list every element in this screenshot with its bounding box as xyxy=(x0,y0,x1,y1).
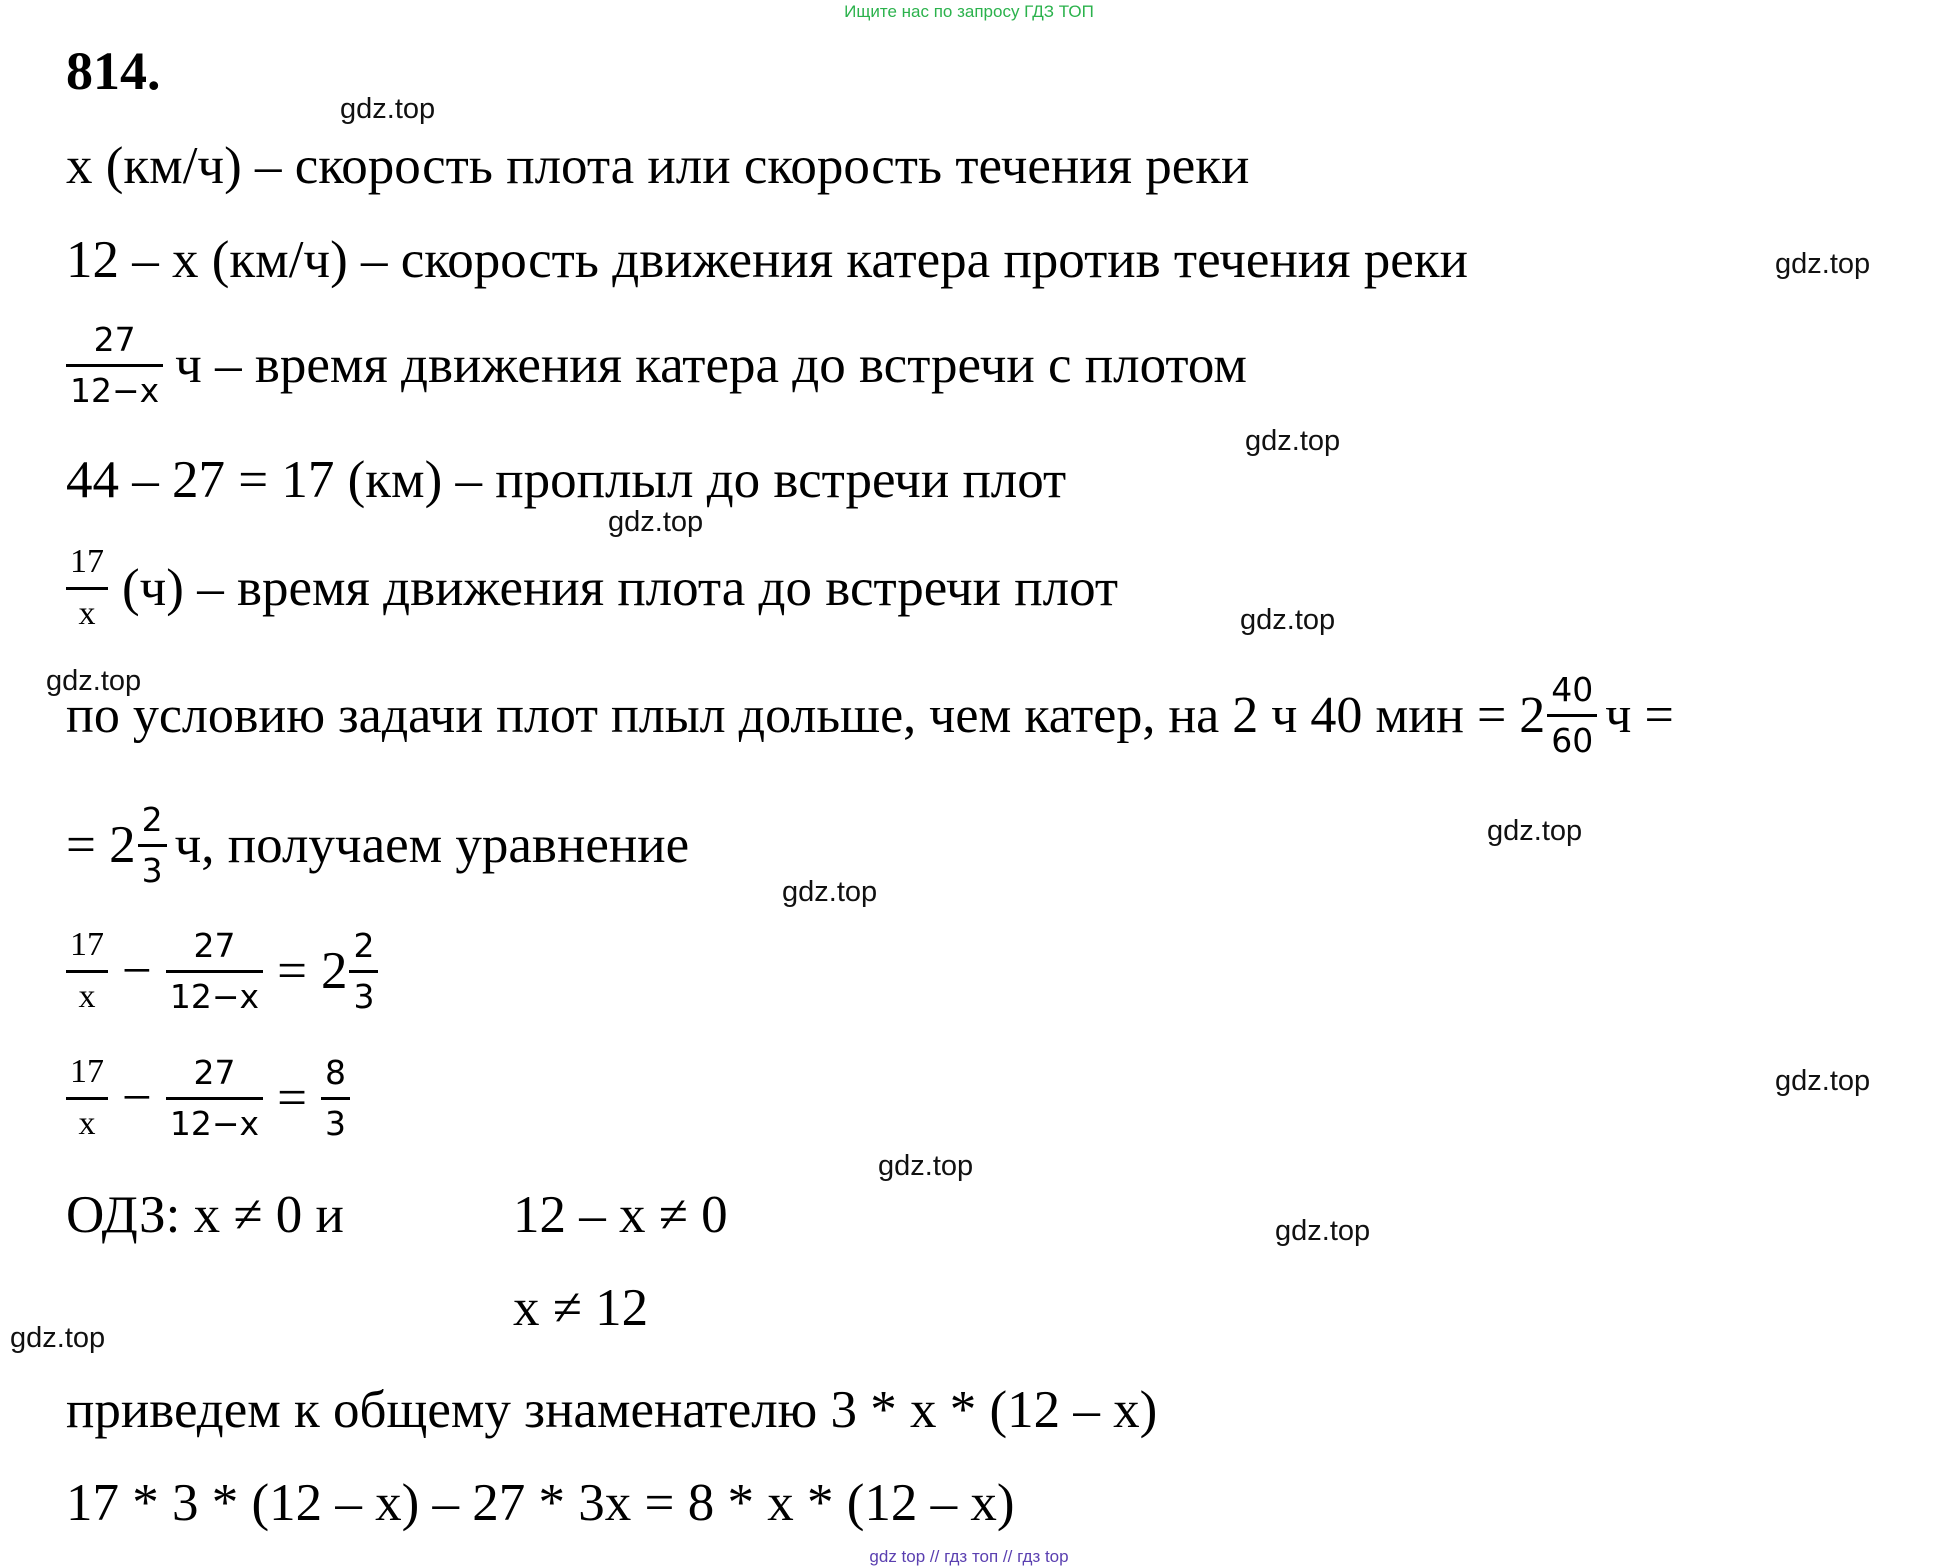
fraction: $\frac{27}{12-x}$ xyxy=(166,926,263,1016)
watermark: gdz.top xyxy=(1775,248,1871,280)
line-expanded-equation: 17 * 3 * (12 – х) – 27 * 3х = 8 * х * (12 – х) xyxy=(66,1474,1015,1532)
line-raft-time: $\frac{17}{x}$ (ч) – время движения плота до встречи плот xyxy=(66,542,1118,635)
fraction: $\frac{8}{3}$ xyxy=(321,1053,350,1143)
line-mixed-number: = 2 $\frac{2}{3}$ ч, получаем уравнение xyxy=(66,800,690,890)
top-banner: Ищите нас по запросу ГДЗ ТОП xyxy=(844,2,1094,21)
line-raft-speed: х (км/ч) – скорость плота или скорость течения реки xyxy=(66,137,1250,195)
line-boat-speed: 12 – х (км/ч) – скорость движения катера против течения реки xyxy=(66,231,1468,289)
line-raft-distance: 44 – 27 = 17 (км) – проплыл до встречи плот xyxy=(66,451,1067,509)
odz-condition-a: 12 – х ≠ 0 xyxy=(513,1186,728,1244)
fraction: $\frac{2}{3}$ xyxy=(349,926,378,1016)
fraction: $\frac{17}{x}$ xyxy=(66,1052,108,1145)
watermark: gdz.top xyxy=(1245,425,1341,457)
fraction: $\frac{17}{x}$ xyxy=(66,925,108,1018)
watermark: gdz.top xyxy=(1240,604,1336,636)
watermark: gdz.top xyxy=(1487,815,1583,847)
watermark: gdz.top xyxy=(10,1322,106,1354)
equation-2: $\frac{17}{x}$ − $\frac{27}{12-x}$ = $\frac{8}{3}$ xyxy=(66,1052,350,1145)
watermark: gdz.top xyxy=(608,506,704,538)
fraction: $\frac{27}{12-x}$ xyxy=(166,1053,263,1143)
watermark: gdz.top xyxy=(782,876,878,908)
fraction: $\frac{40}{60}$ xyxy=(1547,670,1597,760)
fraction: $\frac{17}{x}$ xyxy=(66,542,108,635)
line-condition: по условию задачи плот плыл дольше, чем катер, на 2 ч 40 мин = 2 $\frac{40}{60}$ ч = xyxy=(66,670,1674,760)
watermark: gdz.top xyxy=(1275,1215,1371,1247)
watermark: gdz.top xyxy=(878,1150,974,1182)
problem-number: 814. xyxy=(66,41,161,101)
odz-label: ОДЗ: х ≠ 0 и xyxy=(66,1186,344,1244)
footer-links: gdz top // гдз топ // гдз top xyxy=(869,1547,1069,1566)
watermark: gdz.top xyxy=(340,93,436,125)
fraction: $\frac{27}{12-x}$ xyxy=(66,320,163,410)
equation-1: $\frac{17}{x}$ − $\frac{27}{12-x}$ = 2 $\frac{2}{3}$ xyxy=(66,925,378,1018)
watermark: gdz.top xyxy=(1775,1065,1871,1097)
watermark: gdz.top xyxy=(46,665,142,697)
line-common-denominator: приведем к общему знаменателю 3 * х * (12 – х) xyxy=(66,1381,1158,1439)
line-boat-time: $\frac{27}{12-x}$ ч – время движения катера до встречи с плотом xyxy=(66,320,1247,410)
fraction: $\frac{2}{3}$ xyxy=(138,800,167,890)
odz-condition-b: х ≠ 12 xyxy=(513,1279,649,1337)
